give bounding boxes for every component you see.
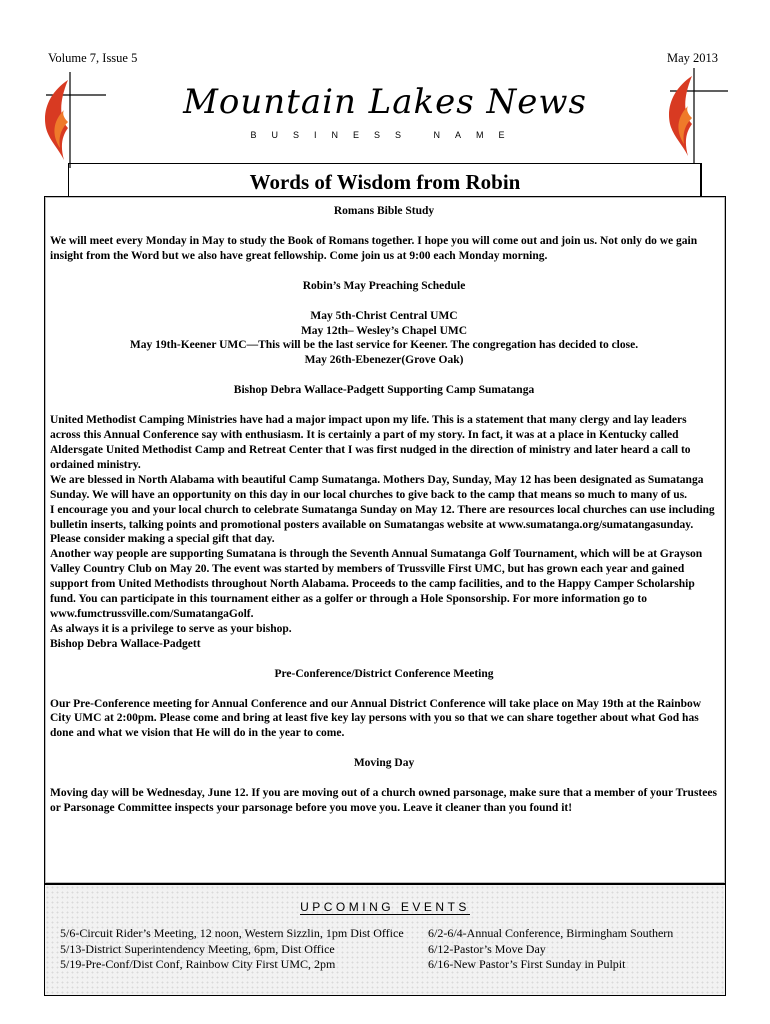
event-item: 6/12-Pastor’s Move Day — [428, 941, 546, 956]
preaching-line: May 5th-Christ Central UMC — [310, 309, 458, 322]
preaching-line: May 19th-Keener UMC—This will be the last service for Keener. The congregation has decided to close. — [129, 339, 639, 352]
bishop-paragraph: We are blessed in North Alabama with beautiful Camp Sumatanga. Mothers Day, Sunday, May 12 has been designated as Sumatanga Sunday. We will have an opportunity on this day in our local churches to give back to the camp that means so much to many of us. — [50, 473, 704, 501]
preaching-line: May 26th-Ebenezer(Grove Oak) — [304, 354, 464, 367]
bishop-paragraph: I encourage you and your local church to celebrate Sumatanga Sunday on May 12. There are resources local churches can use including bulletin inserts, talking points and promotional posters available on Sumatangas website at www.sumatanga.org/sumatangasunday. Please consider making a special gift that day. — [50, 503, 715, 546]
business-name: BUSINESS NAME — [250, 130, 520, 140]
article-body — [50, 204, 718, 816]
bishop-signature: Bishop Debra Wallace-Padgett — [50, 637, 201, 650]
conference-text: Our Pre-Conference meeting for Annual Conference and our Annual District Conference will take place on May 19th at the Rainbow City UMC at 2:00pm. Please come and bring at least five key lay persons with you so that we can share together about what God has done and what we vision that He will do in the year to come. — [50, 697, 702, 740]
bible-study-heading: Romans Bible Study — [333, 205, 435, 217]
preaching-heading: Robin’s May Preaching Schedule — [302, 279, 466, 292]
event-item: 5/13-District Superintendency Meeting, 6pm, Dist Office — [60, 941, 335, 956]
events-right-column — [428, 926, 728, 973]
event-item: 5/6-Circuit Rider’s Meeting, 12 noon, Western Sizzlin, 1pm Dist Office — [60, 926, 404, 940]
bishop-paragraph: Another way people are supporting Sumatana is through the Seventh Annual Sumatanga Golf Tournament, which will be at Grayson Valley Country Club on May 20. The event was started by members of Trussville First UMC, but has grown each year and gained support from United Methodists throughout North Alabama. Proceeds to the camp facilities, and to the Happy Camper Scholarship fund. You can participate in this tournament either as a golfer or through a Hole Sponsorship. For more information go to www.fumctrussville.com/SumatangaGolf. — [50, 548, 703, 620]
upcoming-events-title — [0, 900, 770, 914]
bishop-paragraph: As always it is a privilege to serve as your bishop. — [50, 622, 292, 635]
bishop-heading: Bishop Debra Wallace-Padgett Supporting Camp Sumatanga — [233, 384, 535, 397]
volume-issue: Volume 7, Issue 5 — [48, 51, 138, 65]
bishop-paragraph: United Methodist Camping Ministries have had a major impact upon my life. This is a statement that many clergy and lay leaders across this Annual Conference say with enthusiasm. It is certainly a part of my story. In fact, it was at a place in Kentucky called Aldersgate United Methodist Camp and Retreat Center that I was first nudged in the direction of ministry and later heard a call to ordained ministry. — [50, 414, 691, 471]
event-item: 5/19-Pre-Conf/Dist Conf, Rainbow City First UMC, 2pm — [60, 957, 336, 972]
event-item: 6/2-6/4-Annual Conference, Birmingham Southern — [428, 926, 674, 940]
event-item: 6/16-New Pastor’s First Sunday in Pulpit — [428, 957, 626, 972]
conference-heading: Pre-Conference/District Conference Meeting — [274, 667, 494, 680]
bible-study-text: We will meet every Monday in May to study the Book of Romans together. I hope you will come out and join us. Not only do we gain insight from the Word but we also have great fellowship. Come join us at 9:00 each Monday morning. — [50, 234, 698, 262]
moving-day-text: Moving day will be Wednesday, June 12. If you are moving out of a church owned parsonage, make sure that a member of your Trustees or Parsonage Committee inspects your parsonage before you move you. Leave it cleaner than you found it! — [50, 787, 717, 815]
upcoming-events-title-text: UPCOMING EVENTS — [300, 900, 470, 914]
events-left-column — [60, 926, 430, 973]
issue-date: May 2013 — [666, 51, 718, 65]
preaching-line: May 12th– Wesley’s Chapel UMC — [300, 324, 468, 337]
moving-day-heading: Moving Day — [353, 757, 415, 770]
article-title: Words of Wisdom from Robin — [249, 170, 521, 194]
masthead-title: Mountain Lakes News — [183, 82, 587, 122]
